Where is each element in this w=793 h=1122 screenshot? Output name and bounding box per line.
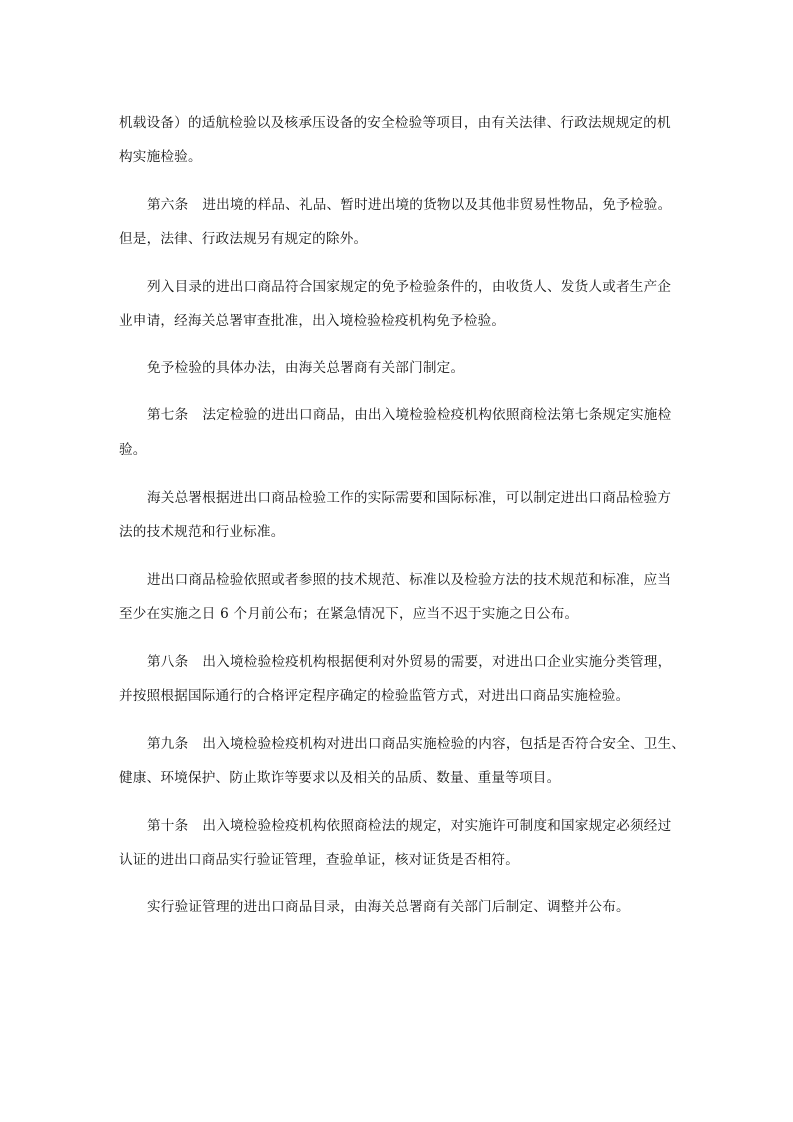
article-7-text: 法定检验的进出口商品，由出入境检验检疫机构依照商检法第七条规定实施检 [202,407,672,423]
paragraph-1-line-1: 机载设备）的适航检验以及核承压设备的安全检验等项目，由有关法律、行政法规规定的机 [119,115,671,131]
paragraph-7-line-2: 至少在实施之日 6 个月前公布；在紧急情况下，应当不迟于实施之日公布。 [119,606,579,622]
article-6-line-2: 但是，法律、行政法规另有规定的除外。 [119,231,368,247]
article-9-line-2: 健康、环境保护、防止欺诈等要求以及相关的品质、数量、重量等项目。 [119,770,561,786]
article-number: 第七条 [147,407,189,423]
article-number: 第十条 [147,818,189,834]
article-number: 第九条 [147,736,189,752]
article-7-line-1 [147,405,671,425]
paragraph-3-line-2: 业申请，经海关总署审查批准，出入境检验检疫机构免予检验。 [119,313,506,329]
article-6-line-1 [147,195,671,215]
article-7-line-2: 验。 [119,442,147,458]
paragraph-6-line-1: 海关总署根据进出口商品检验工作的实际需要和国际标准，可以制定进出口商品检验方 [147,490,672,506]
article-10-line-2: 认证的进出口商品实行验证管理，查验单证，核对证货是否相符。 [119,852,520,868]
paragraph-4-line-1: 免予检验的具体办法，由海关总署商有关部门制定。 [147,360,465,376]
paragraph-11-line-1: 实行验证管理的进出口商品目录，由海关总署商有关部门后制定、调整并公布。 [147,899,630,915]
article-9-text: 出入境检验检疫机构对进出口商品实施检验的内容，包括是否符合安全、卫生、 [202,736,686,752]
article-8-line-2: 并按照根据国际通行的合格评定程序确定的检验监管方式，对进出口商品实施检验。 [119,688,630,704]
article-number: 第六条 [147,197,189,213]
paragraph-7-line-1: 进出口商品检验依照或者参照的技术规范、标准以及检验方法的技术规范和标准，应当 [147,572,672,588]
article-8-text: 出入境检验检疫机构根据便利对外贸易的需要，对进出口企业实施分类管理， [202,654,672,670]
article-6-text: 进出境的样品、礼品、暂时进出境的货物以及其他非贸易性物品，免予检验。 [202,197,672,213]
article-8-line-1 [147,652,671,672]
article-9-line-1 [147,734,685,754]
paragraph-3-line-1: 列入目录的进出口商品符合国家规定的免予检验条件的，由收货人、发货人或者生产企 [147,279,672,295]
paragraph-6-line-2: 法的技术规范和行业标准。 [119,524,285,540]
article-10-text: 出入境检验检疫机构依照商检法的规定，对实施许可制度和国家规定必须经过 [202,818,672,834]
article-number: 第八条 [147,654,189,670]
paragraph-1-line-2: 构实施检验。 [119,149,202,165]
article-10-line-1 [147,816,671,836]
